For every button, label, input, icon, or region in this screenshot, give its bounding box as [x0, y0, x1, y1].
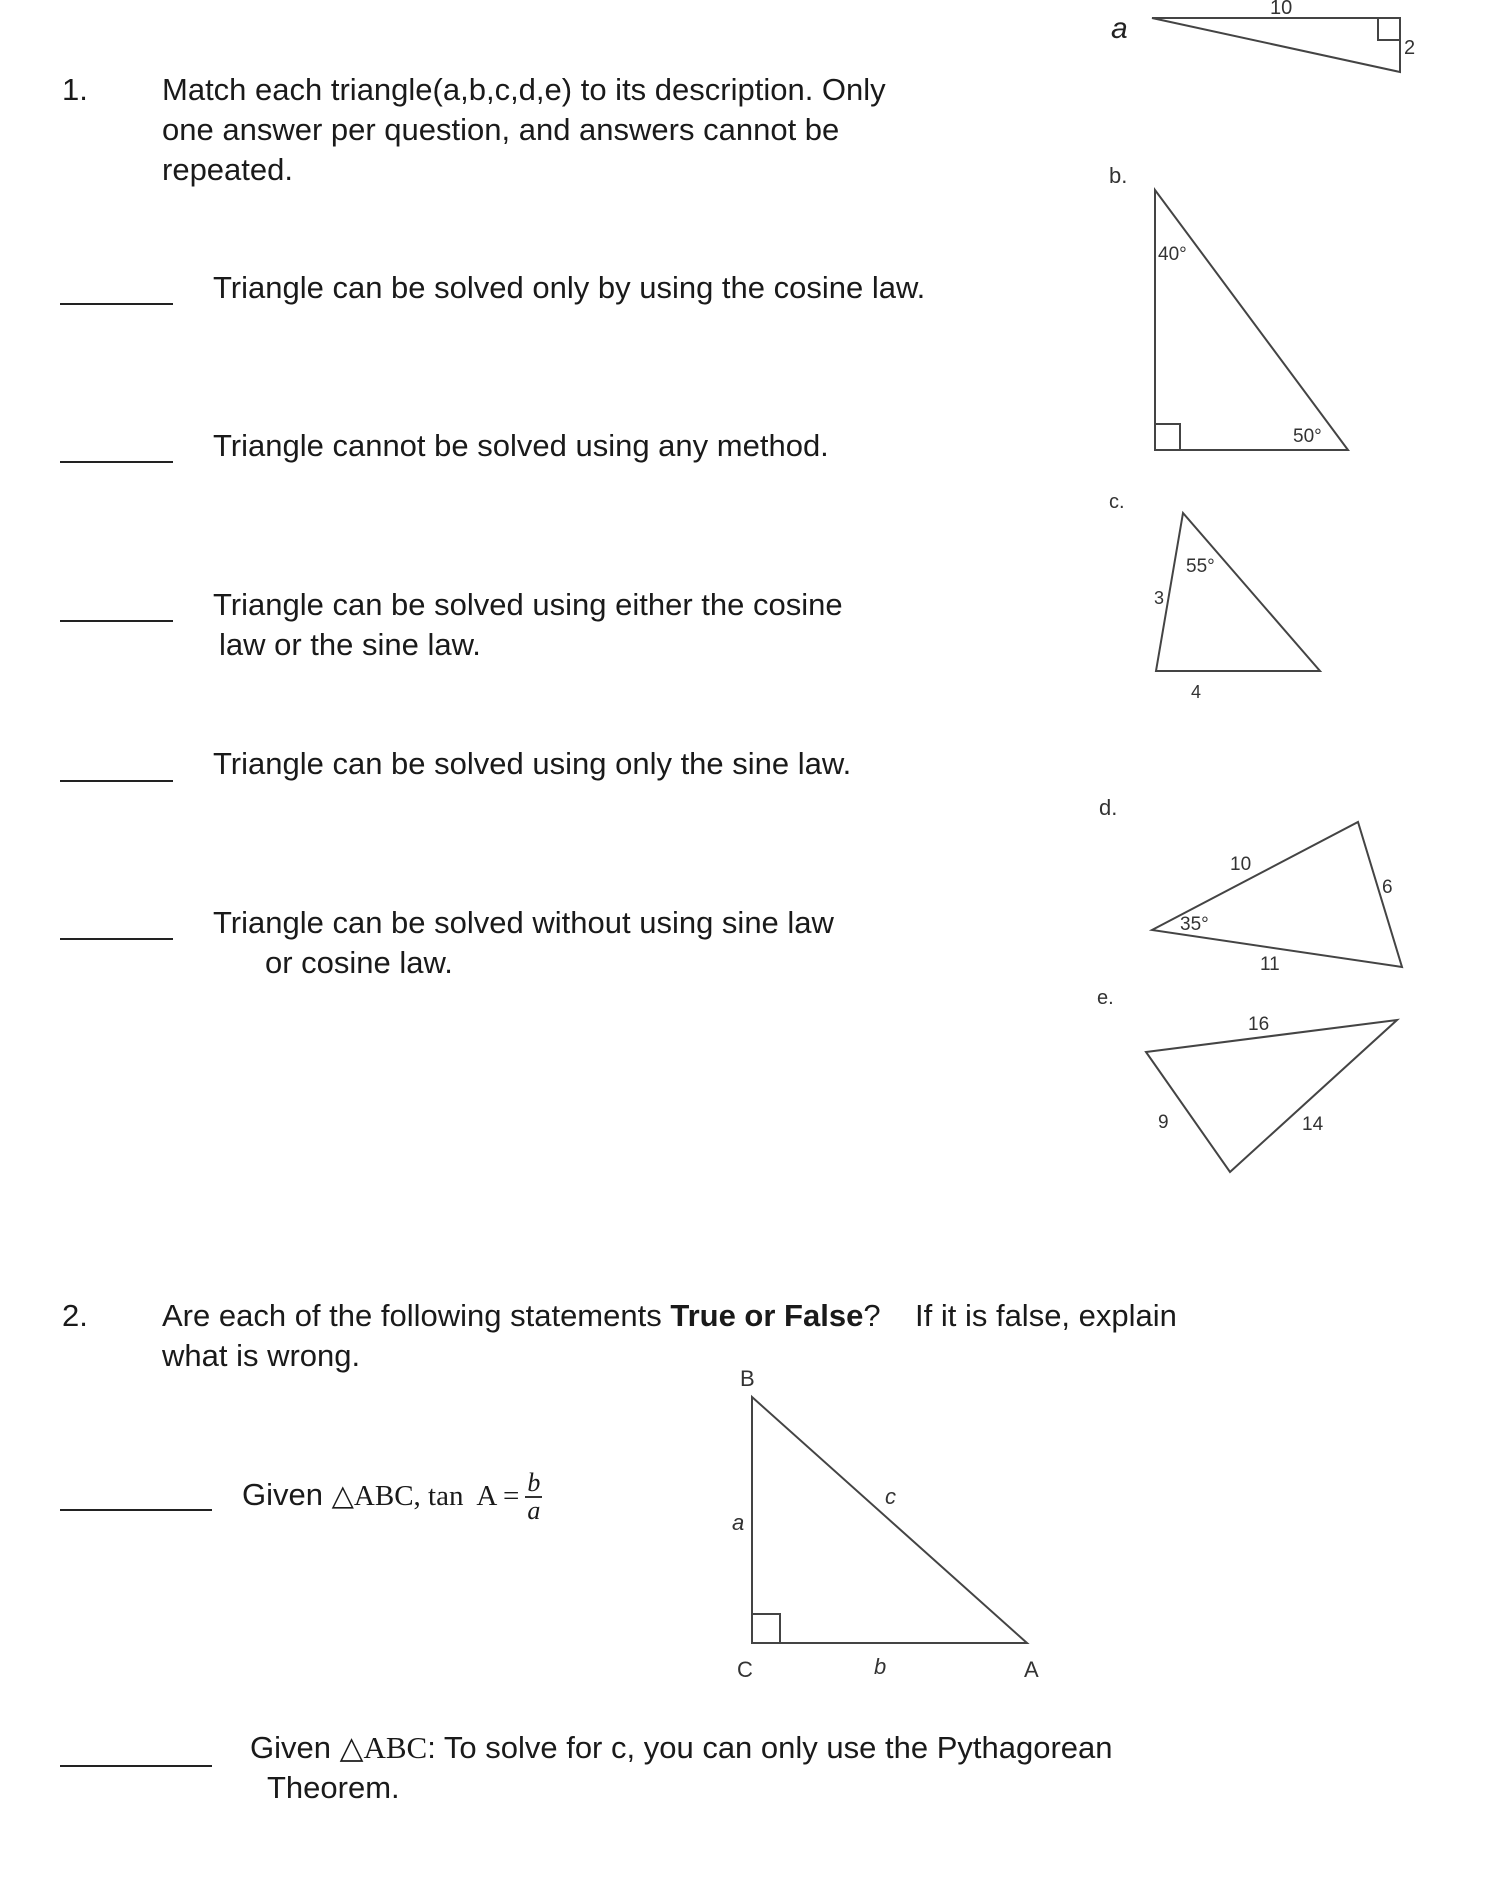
figure-e-side-top: 16 [1248, 1014, 1270, 1035]
question-1-prompt-line: one answer per question, and answers cannot be [162, 112, 840, 147]
figure-a-right-side: 2 [1404, 37, 1416, 59]
triangle-d [1152, 822, 1402, 967]
figure-e-side-left: 9 [1158, 1112, 1169, 1133]
triangle-abc-right-angle [752, 1614, 780, 1643]
triangle-b [1155, 190, 1348, 450]
statement-1-fraction [525, 1470, 542, 1524]
figure-c-angle-top: 55° [1186, 556, 1215, 577]
answer-blank-q2-1[interactable] [60, 1509, 212, 1511]
match-item-2: Triangle cannot be solved using any method. [213, 428, 829, 463]
statement-2 [250, 1728, 1113, 1768]
figure-d-label: d. [1099, 795, 1118, 820]
question-2-prompt-part1: Are each of the following statements [162, 1298, 671, 1333]
statement-2-math: △ABC [339, 1730, 428, 1765]
triangle-e [1146, 1020, 1397, 1172]
fraction-denominator: a [527, 1496, 541, 1525]
vertex-a-label: A [1024, 1657, 1039, 1682]
vertex-c-label: C [737, 1657, 753, 1682]
statement-2-rest: : To solve for c, you can only use the Pythagorean [427, 1730, 1113, 1765]
side-c-label: c [885, 1484, 896, 1509]
figure-e-side-right: 14 [1302, 1114, 1324, 1135]
figure-b-angle-top: 40° [1158, 244, 1187, 265]
answer-blank-q2-2[interactable] [60, 1765, 212, 1767]
triangle-a-right-angle [1378, 18, 1400, 40]
fraction-numerator: b [527, 1468, 541, 1497]
figure-d-side-top: 10 [1230, 854, 1252, 875]
figure-a-label: a [1111, 12, 1128, 45]
triangle-b-right-angle [1155, 424, 1180, 450]
statement-1-math: △ABC, tan A = [331, 1480, 520, 1513]
figure-b-angle-right: 50° [1293, 426, 1322, 447]
triangle-a [1152, 18, 1400, 72]
question-2-prompt-line2: what is wrong. [162, 1338, 361, 1373]
triangle-abc [752, 1397, 1027, 1643]
question-1-prompt-line: repeated. [162, 152, 293, 187]
question-2-number: 2. [62, 1298, 88, 1333]
figure-d-side-right: 6 [1382, 877, 1393, 898]
figure-a-top-side: 10 [1270, 0, 1293, 19]
question-1-prompt-line: Match each triangle(a,b,c,d,e) to its description. Only [162, 72, 886, 107]
statement-2-prefix: Given [250, 1730, 340, 1765]
question-2-prompt-bold: True or False [670, 1298, 864, 1333]
match-item-5: Triangle can be solved without using sine law [213, 905, 834, 940]
match-item-1: Triangle can be solved only by using the cosine law. [213, 270, 926, 305]
figure-c-label: c. [1109, 491, 1125, 513]
triangle-c [1156, 513, 1320, 671]
figure-c-side-bottom: 4 [1191, 682, 1202, 702]
figure-b-label: b. [1109, 163, 1128, 188]
question-2-prompt-part2: ? If it is false, explain [863, 1298, 1177, 1333]
figure-d-side-bottom: 11 [1260, 954, 1280, 975]
question-1-number: 1. [62, 72, 88, 107]
figure-e-label: e. [1097, 987, 1114, 1009]
side-a-label: a [732, 1510, 745, 1535]
statement-2-line2: Theorem. [267, 1770, 400, 1805]
match-item-3: Triangle can be solved using either the cosine [213, 587, 843, 622]
match-item-5-line2: or cosine law. [265, 945, 453, 980]
figure-d-angle-left: 35° [1180, 914, 1209, 935]
vertex-b-label: B [740, 1366, 755, 1391]
question-2-prompt [162, 1296, 1177, 1336]
statement-1-prefix: Given [242, 1477, 332, 1513]
statement-1 [242, 1470, 542, 1524]
side-b-label: b [874, 1654, 887, 1679]
match-item-4: Triangle can be solved using only the sine law. [213, 746, 852, 781]
match-item-3-line2: law or the sine law. [219, 627, 481, 662]
figure-c-side-left: 3 [1154, 588, 1165, 608]
